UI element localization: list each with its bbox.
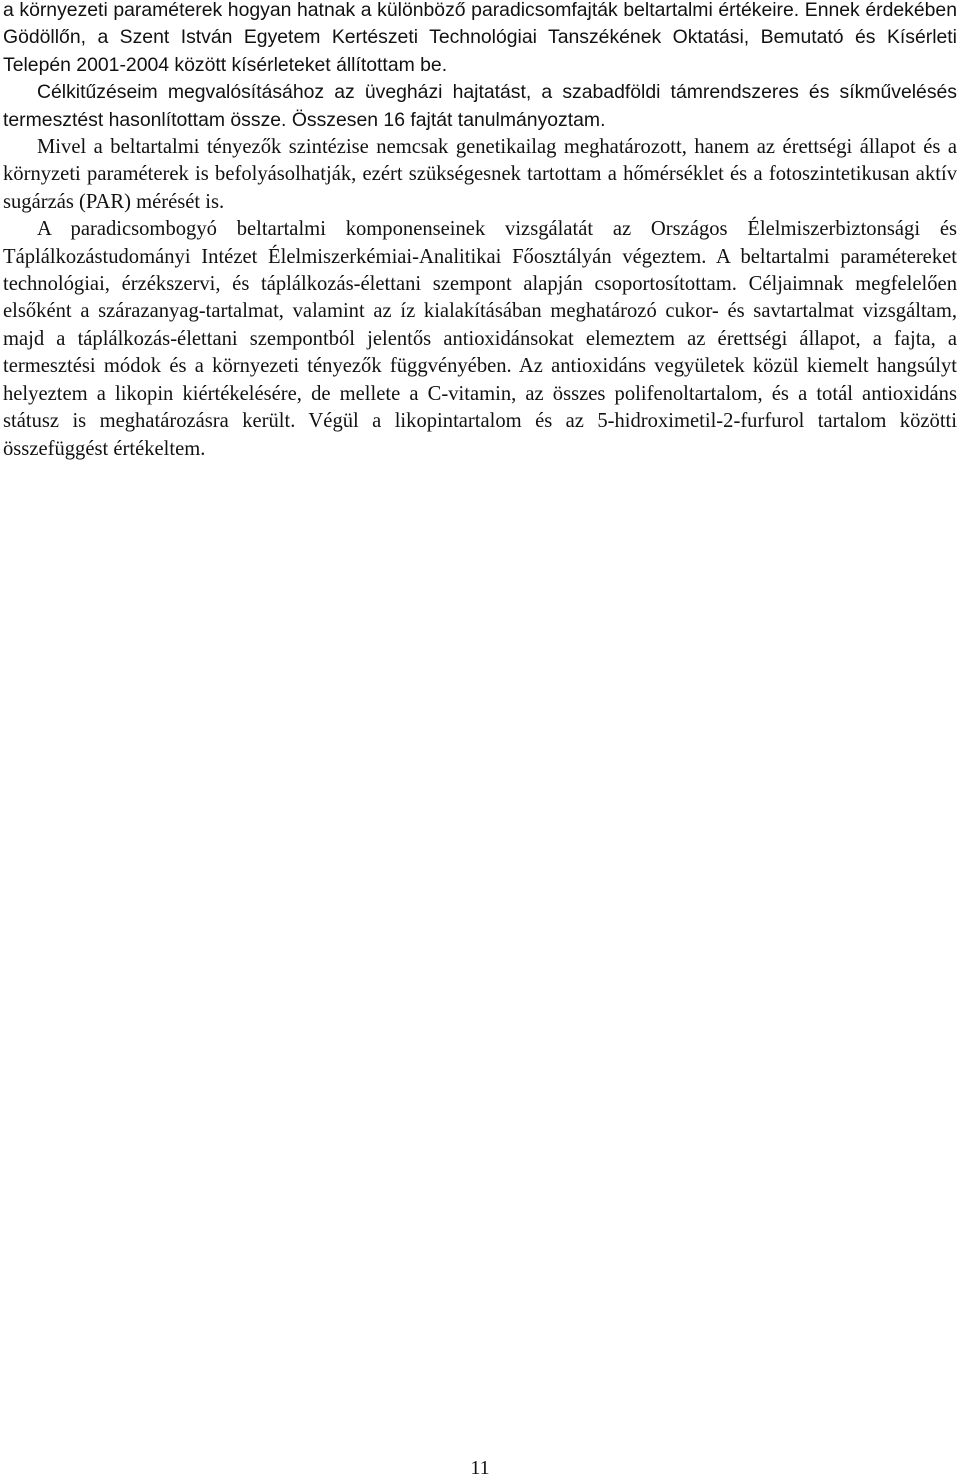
paragraph-1: a környezeti paraméterek hogyan hatnak a különböző paradicsomfajták beltartalmi értékeire. Ennek érdekében Gödöllőn, a Szent István Egyetem Kertészeti Technológiai Tanszékének Oktatási, Bemutató és Kísérleti Telepén 2001-2004 között kísérleteket állítottam be. — [3, 0, 957, 76]
page-number: 11 — [470, 1457, 490, 1479]
paragraph-3: Mivel a beltartalmi tényezők szintézise nemcsak genetikailag meghatározott, hanem az érettségi állapot és a környzeti paraméterek is befolyásolhatják, ezért szükségesnek tartottam a hőmérséklet és a fotoszintetikusan aktív sugárzás (PAR) mérését is. — [3, 136, 957, 213]
paragraph-4: A paradicsombogyó beltartalmi komponenseinek vizsgálatát az Országos Élelmiszerbiztonsági és Táplálkozástudományi Intézet Élelmiszerkémiai-Analitikai Főosztályán végeztem. A beltartalmi paramétereket technológiai, érzékszervi, és táplálkozás-élettani szempont alapján csoportosítottam. Céljaimnak megfelelően elsőként a szárazanyag-tartalmat, valamint az íz kialakításában meghatározó cukor- és savtartalmat vizsgáltam, majd a táplálkozás-élettani szempontból jelentős antioxidánsokat elemeztem az érettségi állapot, a fajta, a termesztési módok és a környezeti tényezők függvényében. Az antioxidáns vegyületek közül kiemelt hangsúlyt helyeztem a likopin kiértékelésére, de mellete a C-vitamin, az összes polifenoltartalom, és a totál antioxidáns státusz is meghatározásra került. Végül a likopintartalom és az 5-hidroximetil-2-furfurol tartalom közötti összefüggést értékeltem. — [3, 218, 957, 460]
body-text — [3, 0, 957, 463]
paragraph-2: Célkitűzéseim megvalósításához az üvegházi hajtatást, a szabadföldi támrendszeres és síkművelésés termesztést hasonlítottam össze. Összesen 16 fajtát tanulmányoztam. — [3, 81, 957, 131]
